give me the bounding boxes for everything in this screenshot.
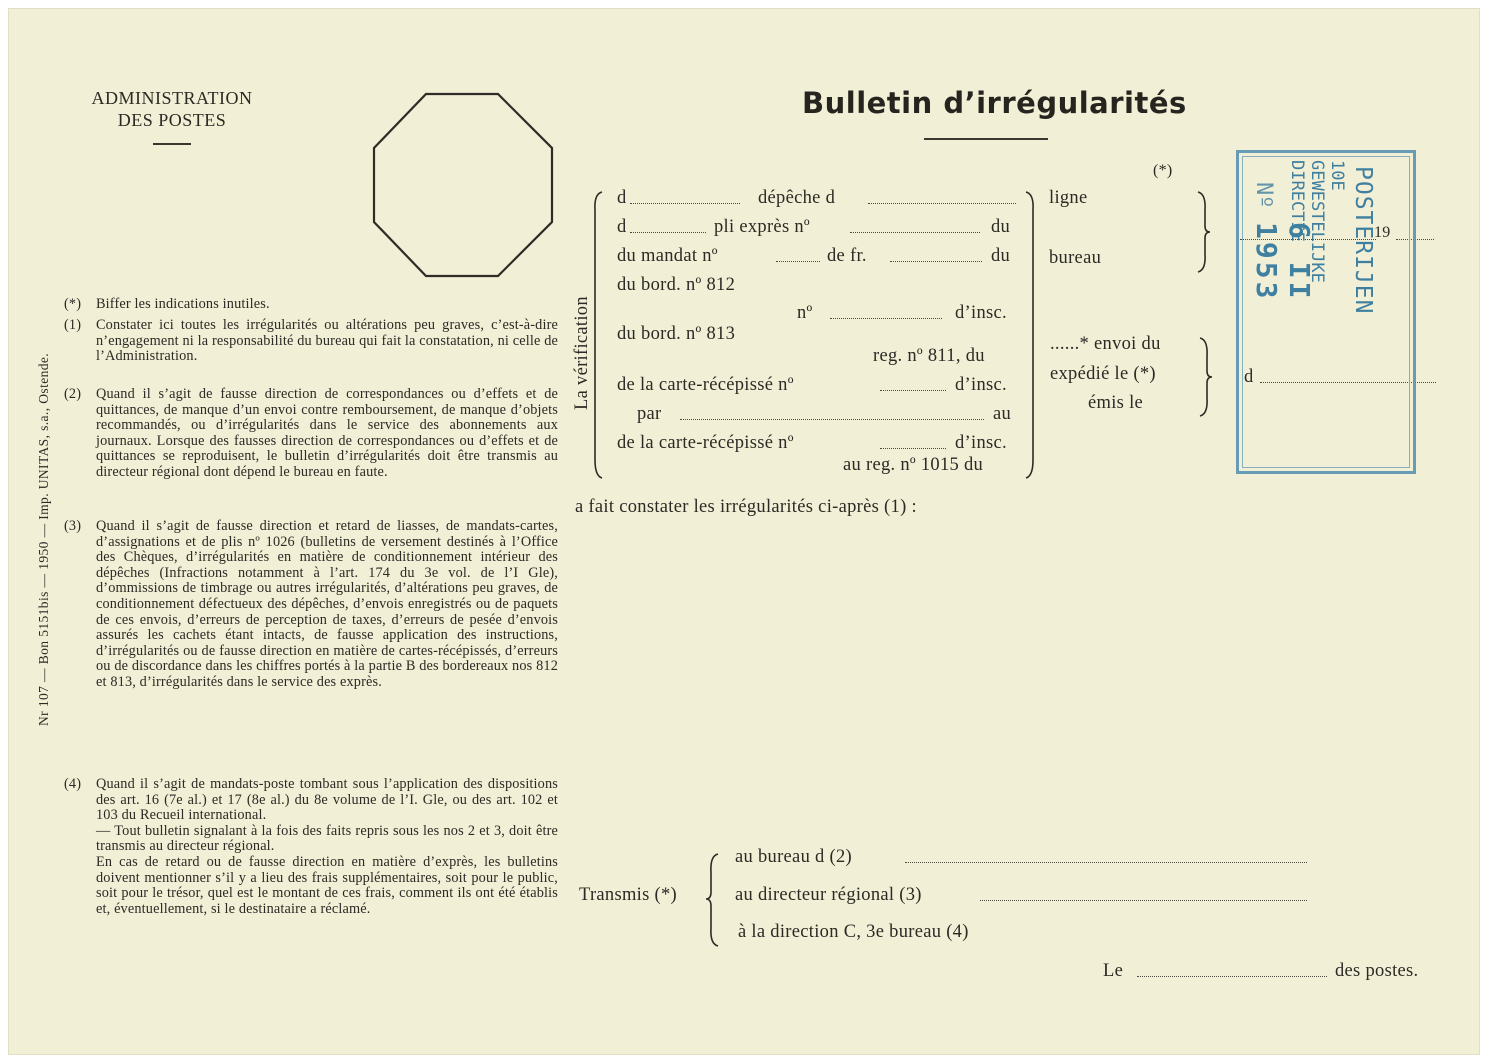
row1-depeche: dépêche d — [758, 188, 836, 208]
stamp-line-1: POSTERIJEN — [1350, 166, 1376, 315]
row2-du: du — [991, 217, 1011, 237]
row5-no: nº — [797, 303, 813, 323]
note-2-marker: (2) — [64, 386, 82, 402]
note-3-marker: (3) — [64, 518, 82, 534]
note-4 — [64, 777, 558, 917]
printer-imprint: Nr 107 — Bon 5151bis — 1950 — Imp. UNITAS, s.a., Ostende. — [36, 352, 51, 726]
right-d: d — [1244, 367, 1254, 387]
right-brace-bottom — [1196, 336, 1216, 418]
stamp-date: 6 II 1953 — [1250, 222, 1316, 302]
irregularities-area[interactable] — [575, 525, 1435, 840]
transmis-direction: à la direction C, 3e bureau (4) — [738, 922, 969, 942]
row4-bord-812: du bord. nº 812 — [617, 275, 736, 295]
row5-field[interactable] — [830, 318, 942, 319]
note-2 — [64, 387, 558, 481]
middle-brace — [1024, 190, 1038, 480]
title-underline — [924, 138, 1048, 140]
right-expedie: expédié le (*) — [1050, 364, 1156, 384]
verification-label: La vérification — [572, 296, 592, 410]
row1-field-b[interactable] — [868, 203, 1016, 204]
transmis-brace — [704, 852, 722, 948]
row5-dinsc: d’insc. — [955, 303, 1007, 323]
row1-field-a[interactable] — [630, 203, 740, 204]
transmis-label: Transmis (*) — [579, 885, 677, 905]
row2-pli: pli exprès nº — [714, 217, 810, 237]
right-ligne: ligne — [1049, 188, 1088, 208]
stamp-line-3: Nº — [1251, 182, 1276, 209]
page-title: Bulletin d’irrégularités — [802, 86, 1187, 120]
note-asterisk-marker: (*) — [64, 296, 82, 312]
note-1 — [64, 318, 558, 365]
row10-dinsc: d’insc. — [955, 433, 1007, 453]
des-postes-label: des postes. — [1335, 961, 1419, 981]
row8-dinsc: d’insc. — [955, 375, 1007, 395]
row3-field-a[interactable] — [776, 261, 820, 262]
right-envoi: ......* envoi du — [1050, 334, 1161, 354]
note-4-text: Quand il s’agit de mandats-poste tombant sous l’application des dispositions des art. 16 (7e al.) et 17 (8e al.) du 8e volume de l’I. Gle, ou des art. 102 et 103 du Recueil international. — [96, 776, 558, 824]
transmis-bureau-field[interactable] — [905, 862, 1307, 863]
le-label: Le — [1103, 961, 1124, 981]
note-3 — [64, 519, 558, 691]
right-bureau: bureau — [1049, 248, 1102, 268]
admin-line-1: ADMINISTRATION — [91, 88, 253, 108]
le-field[interactable] — [1137, 976, 1327, 977]
note-2-text: Quand il s’agit de fausse direction de correspondances ou d’effets et de quittances, de manque d’un envoi contre remboursement, de manque d’objets recommandés, ou d’irrégularités dans le service des abonnements aux journaux. Lorsque des fausses direction de correspondances ou d’effets et de quittances se reproduisent, le bulletin d’irrégularités doit être transmis au directeur régional dont dépend le bureau en faute. — [96, 386, 558, 480]
transmis-directeur-field[interactable] — [980, 900, 1307, 901]
note-asterisk — [64, 297, 558, 313]
right-emis: émis le — [1088, 393, 1144, 413]
transmis-directeur: au directeur régional (3) — [735, 885, 922, 905]
row6-bord-813: du bord. nº 813 — [617, 324, 736, 344]
irregularities-label: a fait constater les irrégularités ci-après (1) : — [575, 497, 917, 517]
note-1-text: Constater ici toutes les irrégularités ou altérations peu graves, c’est-à-dire n’engagement ni la responsabilité du bureau qui fait la constatation, ni celle de l’Administration. — [96, 317, 558, 365]
row3-du: du — [991, 246, 1011, 266]
left-brace — [590, 190, 604, 480]
row7-reg-811: reg. nº 811, du — [873, 346, 985, 366]
right-brace-top — [1194, 190, 1214, 274]
transmis-bureau: au bureau d (2) — [735, 847, 852, 867]
row11-reg-1015: au reg. nº 1015 du — [843, 455, 984, 475]
row2-d: d — [617, 217, 627, 237]
row3-field-b[interactable] — [890, 261, 982, 262]
note-asterisk-text: Biffer les indications inutiles. — [96, 296, 270, 312]
row2-field-a[interactable] — [630, 232, 706, 233]
note-4-extra-2: En cas de retard ou de fausse direction en matière d’exprès, les bulletins doivent mentionner s’il y a lieu des frais supplémentaires, soit pour le public, soit pour le trésor, quel est le montant de ces frais, comment ils ont été établis et, éventuellement, si le destinataire a réclamé. — [96, 853, 558, 917]
row1-d: d — [617, 188, 627, 208]
note-1-marker: (1) — [64, 317, 82, 333]
row10-carte: de la carte-récépissé nº — [617, 433, 794, 453]
octagon-stamp-box — [370, 90, 560, 282]
row2-field-b[interactable] — [850, 232, 980, 233]
row8-field[interactable] — [880, 390, 946, 391]
row9-field[interactable] — [680, 419, 984, 420]
row3-fr: de fr. — [827, 246, 867, 266]
admin-line-2: DES POSTES — [117, 110, 227, 130]
note-3-text: Quand il s’agit de fausse direction et retard de liasses, de mandats-cartes, d’assignations et de plis nº 1026 (bulletins de versement destinés à l’Office des Chèques, d’irrégularités en matière de conditionnement intérieur des dépêches (Infractions notamment à l’art. 174 du 3e vol. de l’I Gle), d’ommissions de timbrage ou autres irrégularités, d’altérations peu graves, de conditionnement défectueux des dépêches, d’envois enregistrés ou de paquets de ces envois, d’erreurs de perception de taxes, d’erreurs de pesée d’envois assurés les cachets étant intacts, de fausse application des instructions, d’irrégularités ou de fausse direction en matière de cartes-récépissés, d’erreurs ou de discordance dans les chiffres portés à la partie B des bordereaux nos 812 et 813, d’irrégularités dans le service des exprès. — [96, 518, 558, 690]
note-4-extra-1: — Tout bulletin signalant à la fois des faits repris sous les nos 2 et 3, doit être transmis au directeur régional. — [96, 822, 558, 855]
admin-underline — [153, 143, 191, 145]
row8-carte: de la carte-récépissé nº — [617, 375, 794, 395]
note-4-marker: (4) — [64, 776, 82, 792]
asterisk-marker: (*) — [1153, 162, 1173, 179]
stamp-line-2: 10E GEWESTELIJKE DIRECTIE — [1287, 160, 1347, 283]
row3-mandat: du mandat nº — [617, 246, 718, 266]
row9-par: par — [637, 404, 662, 424]
row10-field[interactable] — [880, 448, 946, 449]
row9-au: au — [993, 404, 1012, 424]
year-prefix: 19 — [1374, 224, 1391, 241]
